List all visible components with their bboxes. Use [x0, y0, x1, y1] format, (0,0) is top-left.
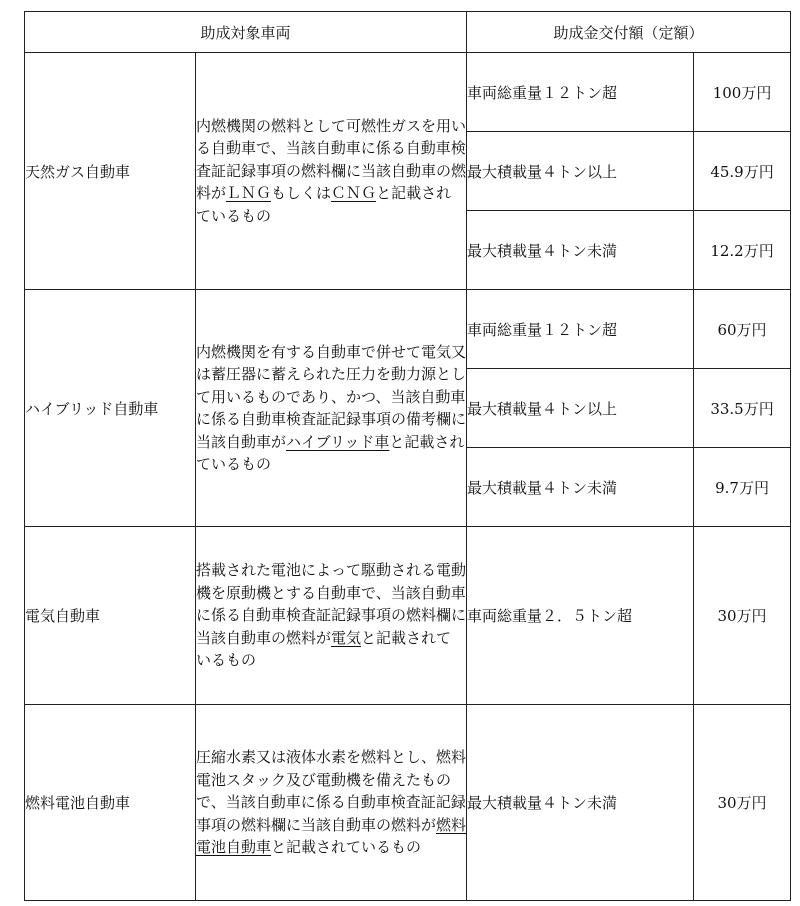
condition-text: 内燃機関の燃料として可燃性ガスを用いる自動車で、当該自動車に係る自動車検査証記録事項の燃料欄に当該自動車の燃料がＬＮＧもしくはＣＮＧと記載されているもの	[196, 53, 467, 290]
subsidy-amount: 9.7万円	[694, 448, 791, 527]
condition-text: 内燃機関を有する自動車で併せて電気又は蓄圧器に蓄えられた圧力を動力源として用いるものであり、かつ、当該自動車に係る自動車検査証記録事項の備考欄に当該自動車がハイブリッド車と記載されているもの	[196, 290, 467, 527]
subsidy-amount: 30万円	[694, 705, 791, 901]
subsidy-amount: 60万円	[694, 290, 791, 369]
weight-condition: 最大積載量４トン未満	[467, 705, 694, 901]
table-row	[25, 705, 791, 901]
vehicle-type: ハイブリッド自動車	[25, 290, 196, 527]
weight-condition: 車両総重量２．５トン超	[467, 527, 694, 705]
weight-condition: 最大積載量４トン以上	[467, 132, 694, 211]
header-row	[25, 12, 791, 53]
table-row	[25, 290, 791, 369]
condition-text: 圧縮水素又は液体水素を燃料とし、燃料電池スタック及び電動機を備えたもので、当該自動車に係る自動車検査証記録事項の燃料欄に当該自動車の燃料が燃料電池自動車と記載されているもの	[196, 705, 467, 901]
subsidy-amount: 45.9万円	[694, 132, 791, 211]
vehicle-type: 天然ガス自動車	[25, 53, 196, 290]
subsidy-amount: 12.2万円	[694, 211, 791, 290]
vehicle-type: 電気自動車	[25, 527, 196, 705]
subsidy-amount: 30万円	[694, 527, 791, 705]
table-row	[25, 527, 791, 705]
table-row	[25, 53, 791, 132]
subsidy-amount: 33.5万円	[694, 369, 791, 448]
weight-condition: 車両総重量１２トン超	[467, 53, 694, 132]
header-target: 助成対象車両	[25, 12, 467, 53]
weight-condition: 最大積載量４トン未満	[467, 448, 694, 527]
header-amount: 助成金交付額（定額）	[467, 12, 791, 53]
weight-condition: 最大積載量４トン以上	[467, 369, 694, 448]
subsidy-table	[24, 11, 791, 901]
condition-text: 搭載された電池によって駆動される電動機を原動機とする自動車で、当該自動車に係る自動車検査証記録事項の燃料欄に当該自動車の燃料が電気と記載されているもの	[196, 527, 467, 705]
vehicle-type: 燃料電池自動車	[25, 705, 196, 901]
weight-condition: 最大積載量４トン未満	[467, 211, 694, 290]
weight-condition: 車両総重量１２トン超	[467, 290, 694, 369]
subsidy-amount: 100万円	[694, 53, 791, 132]
